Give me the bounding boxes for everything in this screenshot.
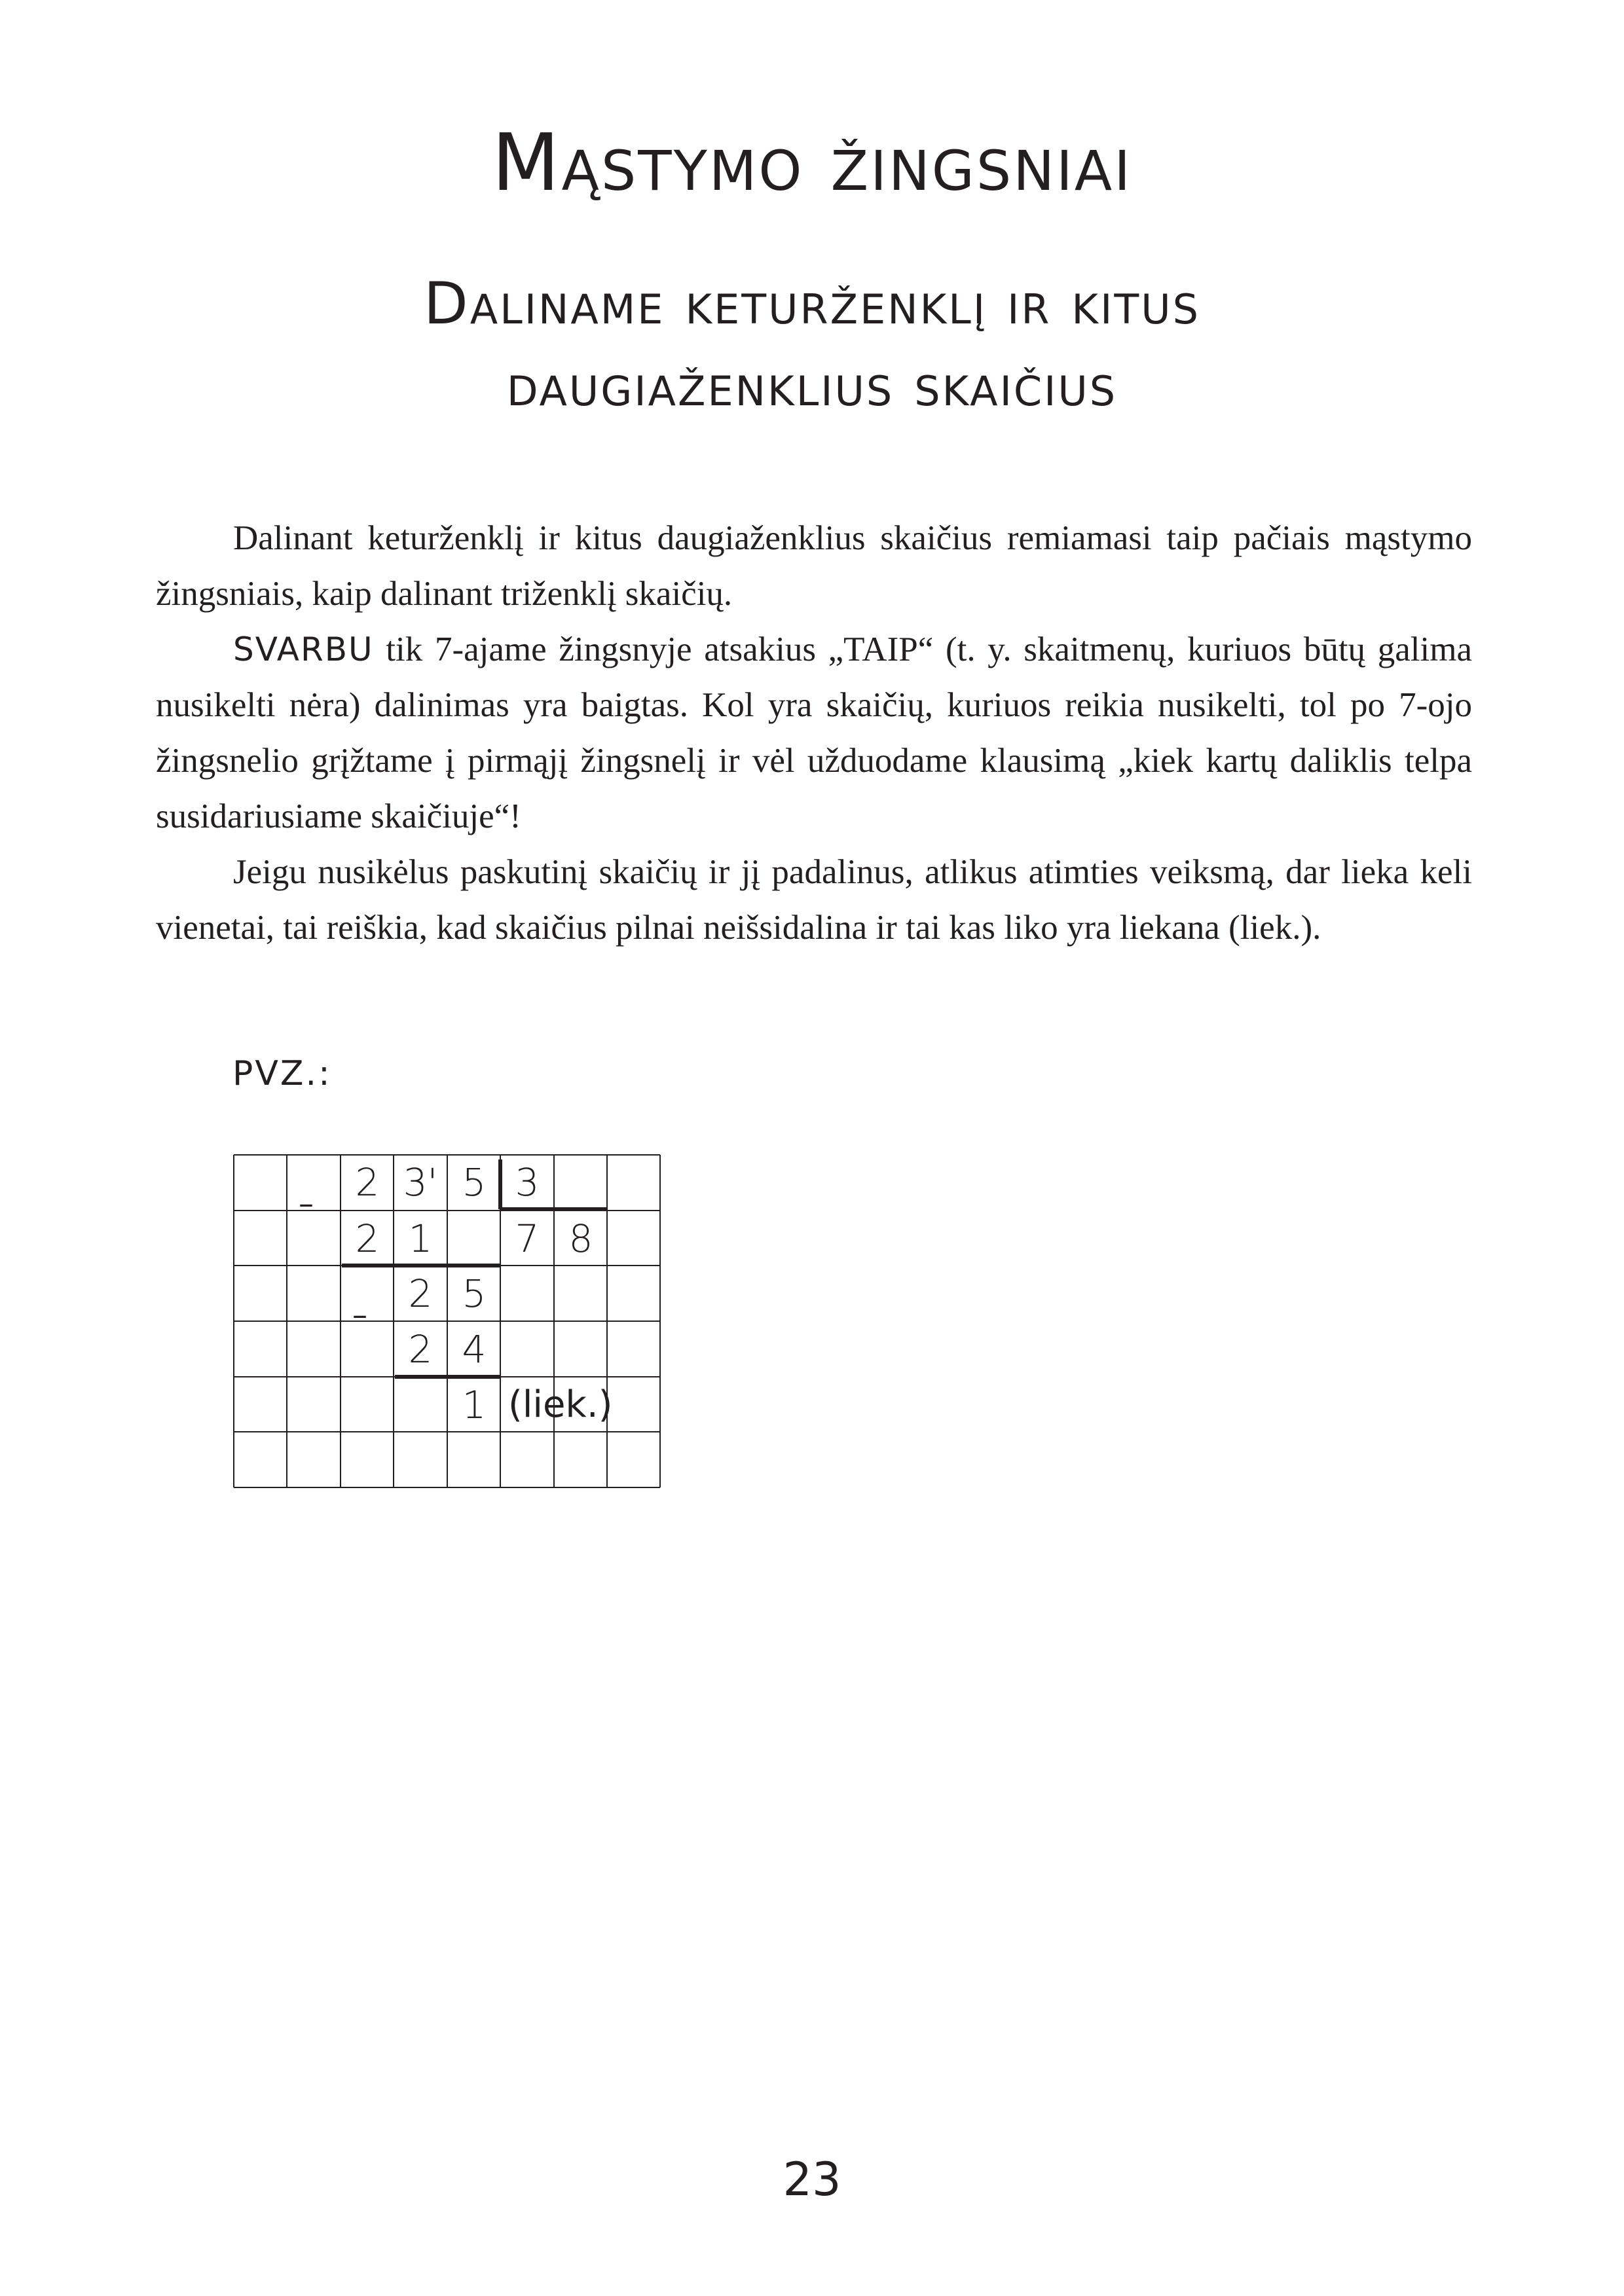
digit-r3-c2: 5 — [462, 1271, 487, 1316]
division-grid — [233, 1154, 661, 1488]
digit-r4-c2: 4 — [462, 1326, 487, 1372]
subtitle-line-1: Daliname keturženklį ir kitus — [424, 270, 1200, 337]
subtitle-line-2: daugiaženklius skaičius — [506, 352, 1118, 419]
page-title: Mąstymo žingsniai — [491, 118, 1133, 209]
quotient-digit-1: 7 — [515, 1216, 540, 1261]
digit-r3-c1: 2 — [408, 1271, 433, 1316]
quotient-digit-2: 8 — [568, 1216, 593, 1261]
minus-sign-2: – — [352, 1297, 367, 1332]
example-label: PVZ.: — [232, 1054, 332, 1093]
page-number: 23 — [783, 2153, 841, 2206]
important-label: SVARBU — [233, 630, 374, 668]
divisor-digit: 3 — [515, 1159, 540, 1205]
body-text — [156, 511, 1472, 956]
digit-r1-c3: 5 — [462, 1159, 487, 1205]
remainder-label: (liek.) — [508, 1383, 613, 1426]
paragraph-2-text: tik 7-ajame žingsnyje atsakius „TAIP“ (t. y. skaitmenų, kuriuos būtų galima nusikelti nėra) dalinimas yra baigtas. Kol yra skaičių, kuriuos reikia nusikelti, tol po 7-ojo žingsnelio grįžtame į pirmąjį žingsnelį ir vėl užduodame klausimą „kiek kartų daliklis telpa susidariusiame skaičiuje“! — [156, 630, 1472, 835]
digit-r1-c2: 3' — [403, 1159, 438, 1205]
remainder-digit: 1 — [462, 1382, 487, 1427]
paragraph-2 — [156, 622, 1472, 845]
paragraph-1: Dalinant keturženklį ir kitus daugiaženklius skaičius remiamasi taip pačiais mąstymo žingsniais, kaip dalinant triženklį skaičių. — [156, 519, 1472, 613]
digit-r1-c1: 2 — [355, 1159, 380, 1205]
digit-r2-c1: 2 — [355, 1216, 380, 1261]
minus-sign-1: – — [299, 1186, 314, 1221]
digit-r4-c1: 2 — [408, 1326, 433, 1372]
digit-r2-c2: 1 — [408, 1216, 433, 1261]
paragraph-3: Jeigu nusikėlus paskutinį skaičių ir jį padalinus, atlikus atimties veiksmą, dar lieka keli vienetai, tai reiškia, kad skaičius pilnai neišsidalina ir tai kas liko yra liekana (liek.). — [156, 853, 1472, 947]
